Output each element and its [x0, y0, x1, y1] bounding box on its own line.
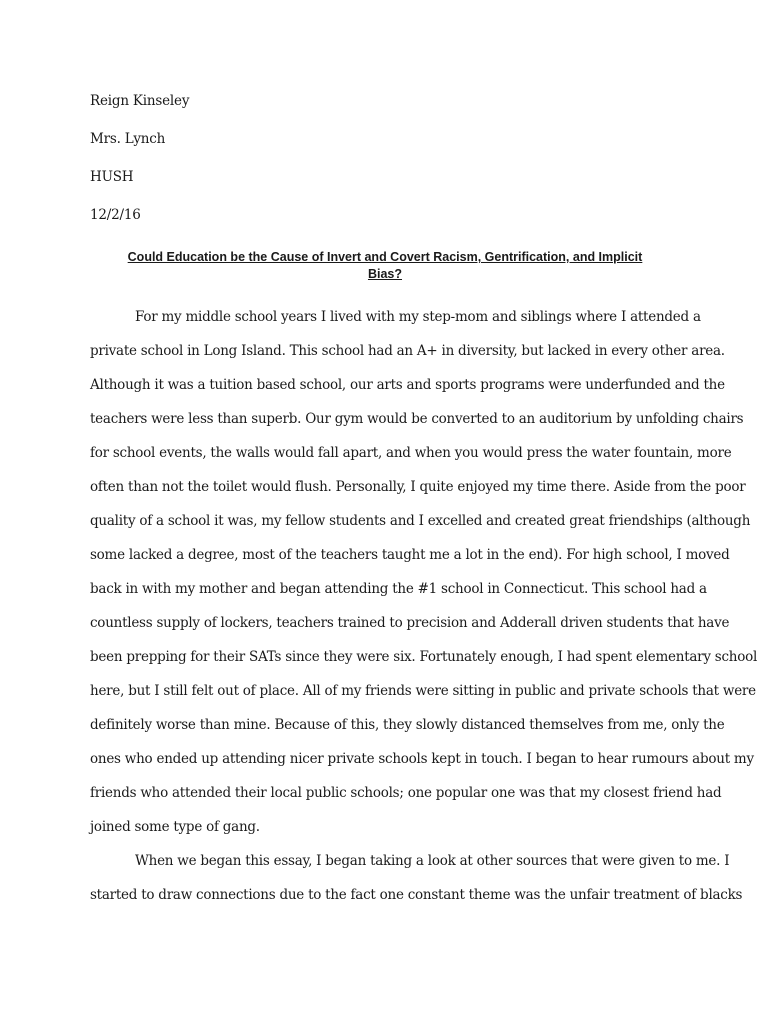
essay-body — [90, 306, 758, 918]
paragraph-1-line: here, but I still felt out of place. All of my friends were sitting in public and private schools that were — [90, 683, 756, 699]
essay-date: 12/2/16 — [90, 207, 141, 223]
paragraph-1-line: some lacked a degree, most of the teachers taught me a lot in the end). For high school, I moved — [90, 547, 730, 563]
paragraph-2-line: started to draw connections due to the fact one constant theme was the unfair treatment of blacks — [90, 887, 743, 903]
essay-title — [90, 249, 680, 283]
paragraph-1-line: ones who ended up attending nicer private schools kept in touch. I began to hear rumours about my — [90, 751, 754, 767]
paragraph-1-line: for school events, the walls would fall apart, and when you would press the water fountain, more — [90, 445, 732, 461]
paragraph-1-line: back in with my mother and began attending the #1 school in Connecticut. This school had a — [90, 581, 707, 597]
teacher-name: Mrs. Lynch — [90, 131, 166, 147]
course-name: HUSH — [90, 169, 134, 185]
paragraph-1-line: definitely worse than mine. Because of this, they slowly distanced themselves from me, only the — [90, 717, 725, 733]
paragraph-1-line: For my middle school years I lived with my step-mom and siblings where I attended a — [135, 309, 701, 325]
essay-title-line-2: Bias? — [367, 267, 403, 281]
paragraph-1-line: countless supply of lockers, teachers trained to precision and Adderall driven students that have — [90, 615, 730, 631]
paragraph-1-line: quality of a school it was, my fellow students and I excelled and created great friendships (although — [90, 513, 751, 529]
essay-title-line-1: Could Education be the Cause of Invert and Covert Racism, Gentrification, and Implicit — [127, 250, 643, 264]
paragraph-2-line: When we began this essay, I began taking a look at other sources that were given to me. I — [135, 853, 730, 869]
author-name: Reign Kinseley — [90, 93, 190, 109]
paragraph-1-line: teachers were less than superb. Our gym would be converted to an auditorium by unfolding chairs — [90, 411, 744, 427]
paragraph-1-last-line: joined some type of gang. — [90, 819, 260, 835]
paragraph-1-line: been prepping for their SATs since they were six. Fortunately enough, I had spent elementary school — [90, 649, 758, 665]
essay-heading — [90, 92, 690, 244]
paragraph-1-line: Although it was a tuition based school, our arts and sports programs were underfunded and the — [90, 377, 725, 393]
paragraph-1-line: often than not the toilet would flush. Personally, I quite enjoyed my time there. Aside from the poor — [90, 479, 746, 495]
paragraph-1-line: private school in Long Island. This school had an A+ in diversity, but lacked in every other area. — [90, 343, 725, 359]
paragraph-1-line: friends who attended their local public schools; one popular one was that my closest friend had — [90, 785, 722, 801]
